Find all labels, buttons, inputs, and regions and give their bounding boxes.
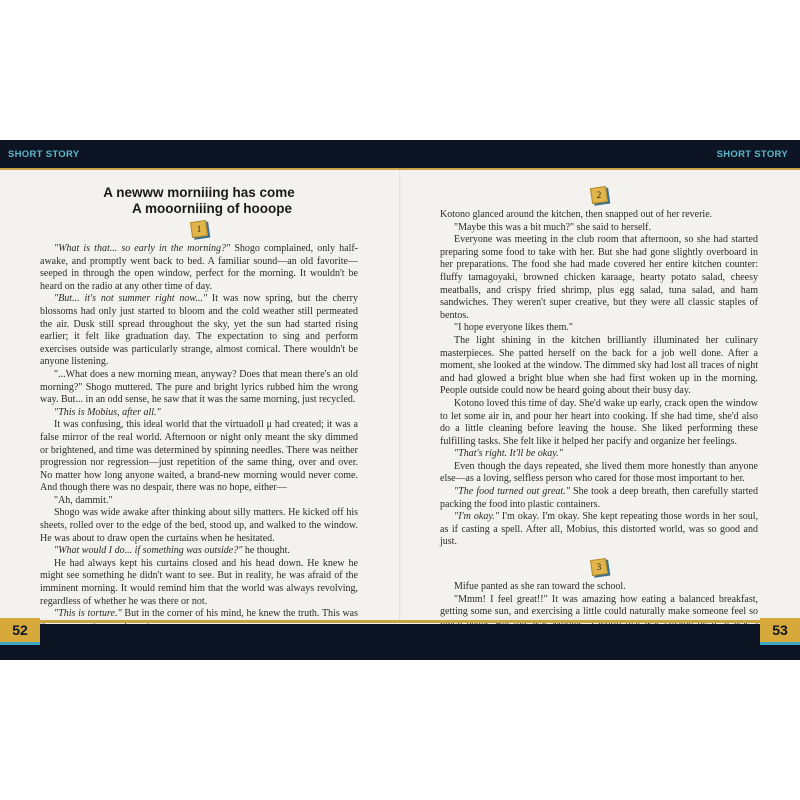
header-right-label: SHORT STORY <box>716 149 788 160</box>
paragraph: "...What does a new morning mean, anyway? Does that mean there's an old morning?" Shogo muttered. The pure and bright lyrics rubbed him the wrong way. But... in an odd sense, he saw that it was the same morning, just recycled. <box>40 368 358 406</box>
paragraph: "What is that... so early in the morning?" Shogo complained, only half-awake, and promptly went back to bed. A familiar sound—an old favorite—seeped in through the open window, perfect for the morning. It wouldn't be heard on the radio at any other time of day. <box>40 243 359 292</box>
paragraph: "What would I do... if something was outside?" he thought. <box>54 545 290 557</box>
paragraph: "That's right. It'll be okay." <box>454 448 563 460</box>
page-number-left: 52 <box>0 618 40 645</box>
paragraph: "I'm okay." I'm okay. I'm okay. She kept repeating those words in her soul, as if casting a spell. After all, Mobius, this distorted world, was so good and just. <box>440 511 758 548</box>
paragraph: "I hope everyone likes them." <box>454 322 573 334</box>
paragraph: "Ah, dammit." <box>54 494 113 506</box>
header-left-label: SHORT STORY <box>8 149 80 160</box>
paragraph: "The food turned out great." She took a deep breath, then carefully started packing the food into plastic containers. <box>440 486 758 510</box>
paragraph: Mifue panted as she ran toward the school. <box>454 581 626 593</box>
right-page-text <box>440 185 758 644</box>
paragraph: Even though the days repeated, she lived them more honestly than anyone else—as a loving, selfless person who cared for those most important to her. <box>440 460 758 485</box>
section-marker-3: 3 <box>590 558 608 576</box>
story-title <box>40 185 358 217</box>
section-marker-2: 2 <box>590 186 608 204</box>
section-marker-1: 1 <box>190 220 208 238</box>
title-line-1: A newww morniiing has come <box>103 185 295 200</box>
book-spread <box>0 140 800 660</box>
footer-rule <box>0 620 800 623</box>
paragraph: It was confusing, this ideal world that the virtuadoll μ had created; it was a false mirror of the real world. Afternoon or night only meant the sky dimmed or brightened, and time was determined by spinning needles. There was neither progression nor regression—just repetition of the same thing, over and over. No matter how long anyone waited, a brand-new morning would never come. And though there was no despair, there was no hope, either— <box>40 419 358 494</box>
paragraph: Kotono loved this time of day. She'd wake up early, crack open the window to let some air in, and pour her heart into cooking. If she had time, she'd also do a little cleaning before leaving the house. She liked performing these fulfilling tasks. She felt like it helped her pacify and organize her feelings. <box>440 397 758 447</box>
header-bar <box>0 140 800 168</box>
paragraph: The light shining in the kitchen brilliantly illuminated her culinary masterpieces. She patted herself on the back for a job well done. After a moment, she looked at the window. The dimmed sky had lost all traces of night and had glowed a bright blue when she had first woken up in the morning. People outside could now be heard going about their busy day. <box>440 334 758 397</box>
paragraph: He had always kept his curtains closed and his head down. He knew he might see something he didn't want to see. But in reality, he was afraid of the imminent morning. It would remind him that the world was always revolving, regardless of whether he was there or not. <box>40 557 358 607</box>
paragraph: "But... it's not summer right now..." It was now spring, but the cherry blossoms had only just started to bloom and the cold weather still permeated the air. Dusk still spread throughout the sky, yet the sun had started rising earlier; it felt like graduation day. The expectation to sing and perform exercises outside was particularly strange, almost comical. There wouldn't be anyone listening. <box>40 293 358 368</box>
page-number-right: 53 <box>760 618 800 645</box>
paragraph: Everyone was meeting in the club room that afternoon, so she had started preparing some food to take with her. But she had gone slightly overboard in her preparations. The food she had made covered her entire kitchen counter: fluffy tamagoyaki, browned chicken karaage, hearty potato salad, cheesy meatballs, and crispy fried shrimp, plus egg salad, tuna salad, and ham sandwiches. They weren't super creative, but they were all classic staples of bentos. <box>440 234 758 321</box>
paragraph: "Mmm! I feel great!!" It was amazing how eating a balanced breakfast, getting some sun, and exercising a little could naturally make someone feel so <box>440 593 758 618</box>
paragraph: Kotono glanced around the kitchen, then snapped out of her reverie. <box>440 209 713 220</box>
paragraph: Shogo was wide awake after thinking about silly matters. He kicked off his sheets, rolled over to the edge of the bed, stood up, and walked to the window. He was about to draw open the curtains when he hesitated. <box>40 507 358 544</box>
paragraph: "This is Mobius, after all." <box>54 406 161 418</box>
title-line-2: A mooorniiing of hooope <box>132 201 292 216</box>
paragraph: "Maybe this was a bit much?" she said to herself. <box>454 221 652 233</box>
paragraph: "This is torture." But in the corner of his mind, he knew the truth. This was <box>54 608 358 620</box>
left-page-text <box>40 185 358 633</box>
page-gutter <box>399 170 401 620</box>
footer-bar <box>0 624 800 660</box>
